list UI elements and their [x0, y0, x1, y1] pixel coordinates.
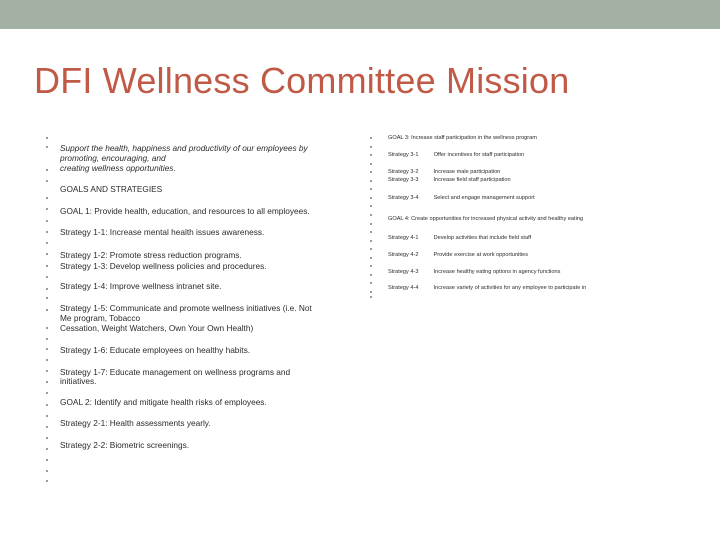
strategy-4-2-name: Strategy 4-2 [388, 252, 419, 258]
bullet-dot [370, 146, 372, 148]
strategy-4-4 [388, 285, 586, 291]
bullet-dot [370, 214, 372, 216]
strategy-3-2-text: Increase male participation [433, 169, 501, 175]
bullet-dot [46, 297, 48, 299]
bullet-dot [46, 426, 48, 428]
strategy-4-1-text: Develop activities that include field staff [433, 235, 532, 241]
bullet-dot [46, 437, 48, 439]
bullet-dot [370, 257, 372, 259]
bullet-dot [370, 197, 372, 199]
bullet-dot [46, 137, 48, 139]
bullet-dot [46, 448, 48, 450]
mission-line-1: Support the health, happiness and productivity of our employees by [60, 143, 308, 153]
goal-2: GOAL 2: Identify and mitigate health risks of employees. [60, 397, 267, 407]
slide-title: DFI Wellness Committee Mission [34, 60, 570, 101]
strategy-4-3-text: Increase healthy eating options in agency functions [433, 269, 561, 275]
bullet-dot [46, 327, 48, 329]
bullet-dot [370, 163, 372, 165]
bullet-dot [46, 459, 48, 461]
bullet-dot [46, 242, 48, 244]
strategy-1-5-line-2: Me program, Tobacco [60, 313, 141, 323]
strategy-2-2: Strategy 2-2: Biometric screenings. [60, 440, 190, 450]
strategy-4-1-name: Strategy 4-1 [388, 235, 419, 241]
bullet-dot [370, 265, 372, 267]
strategy-4-3 [388, 269, 560, 275]
bullet-dot [46, 415, 48, 417]
bullet-dot [370, 205, 372, 207]
strategy-3-3-text: Increase field staff participation [433, 177, 511, 183]
strategy-3-2-name: Strategy 3-2 [388, 169, 419, 175]
bullet-dot [370, 171, 372, 173]
bullet-dot [46, 338, 48, 340]
goal-4: GOAL 4: Create opportunities for increased physical activity and healthy eating [388, 216, 584, 222]
strategy-3-3-name: Strategy 3-3 [388, 177, 419, 183]
strategy-3-1-text: Offer incentives for staff participation [433, 152, 525, 158]
strategy-3-4 [388, 195, 535, 201]
strategy-4-4-text: Increase variety of activities for any employee to participate in [433, 285, 587, 291]
bullet-dot [46, 220, 48, 222]
bullet-dot [46, 392, 48, 394]
strategy-1-7-line-1: Strategy 1-7: Educate management on wellness programs and [60, 367, 291, 377]
strategy-1-7-line-2: initiatives. [60, 376, 97, 386]
strategy-3-1 [388, 152, 524, 158]
strategy-4-2 [388, 252, 528, 258]
strategy-3-4-text: Select and engage management support [433, 195, 535, 201]
bullet-dot [370, 248, 372, 250]
goal-1: GOAL 1: Provide health, education, and resources to all employees. [60, 206, 310, 216]
strategy-4-1 [388, 235, 531, 241]
bullet-dot [370, 223, 372, 225]
bullet-dot [370, 291, 372, 293]
strategy-4-4-name: Strategy 4-4 [388, 285, 419, 291]
top-decorative-bar [0, 0, 720, 29]
strategy-3-2 [388, 169, 500, 175]
bullet-dot [370, 137, 372, 139]
bullet-dot [370, 154, 372, 156]
bullet-dot [370, 274, 372, 276]
bullet-dot [46, 470, 48, 472]
strategy-1-3: Strategy 1-3: Develop wellness policies and procedures. [60, 261, 267, 271]
strategy-3-1-name: Strategy 3-1 [388, 152, 419, 158]
strategy-1-5-line-1: Strategy 1-5: Communicate and promote wellness initiatives (i.e. Not [60, 303, 312, 313]
bullet-dot [46, 288, 48, 290]
bullet-dot [46, 197, 48, 199]
bullet-dot [370, 188, 372, 190]
bullet-dot [46, 208, 48, 210]
bullet-dot [46, 231, 48, 233]
strategy-3-3 [388, 177, 511, 183]
bullet-dot [46, 381, 48, 383]
strategy-1-2: Strategy 1-2: Promote stress reduction programs. [60, 250, 242, 260]
bullet-dot [46, 146, 48, 148]
bullet-dot [46, 309, 48, 311]
strategy-2-1: Strategy 2-1: Health assessments yearly. [60, 418, 211, 428]
goal-3: GOAL 3: Increase staff participation in the wellness program [388, 135, 537, 141]
strategy-4-3-name: Strategy 4-3 [388, 269, 419, 275]
strategy-1-5-line-3: Cessation, Weight Watchers, Own Your Own Health) [60, 323, 254, 333]
strategy-1-6: Strategy 1-6: Educate employees on healthy habits. [60, 345, 251, 355]
bullet-dot [46, 480, 48, 482]
strategy-4-2-text: Provide exercise at work opportunities [433, 252, 529, 258]
strategy-1-4: Strategy 1-4: Improve wellness intranet site. [60, 281, 222, 291]
mission-line-2: promoting, encouraging, and [60, 153, 166, 163]
bullet-dot [370, 282, 372, 284]
bullet-dot [46, 370, 48, 372]
strategy-1-1: Strategy 1-1: Increase mental health issues awareness. [60, 227, 265, 237]
bullet-dot [46, 404, 48, 406]
mission-line-3: creating wellness opportunities. [60, 163, 176, 173]
bullet-dot [46, 180, 48, 182]
bullet-dot [370, 231, 372, 233]
strategy-3-4-name: Strategy 3-4 [388, 195, 419, 201]
bullet-dot [46, 253, 48, 255]
bullet-dot [46, 276, 48, 278]
bullet-dot [370, 240, 372, 242]
bullet-dot [46, 265, 48, 267]
bullet-dot [46, 348, 48, 350]
bullet-dot [370, 180, 372, 182]
bullet-dot [370, 296, 372, 298]
bullet-dot [46, 359, 48, 361]
goals-heading: GOALS AND STRATEGIES [60, 184, 163, 194]
bullet-dot [46, 169, 48, 171]
